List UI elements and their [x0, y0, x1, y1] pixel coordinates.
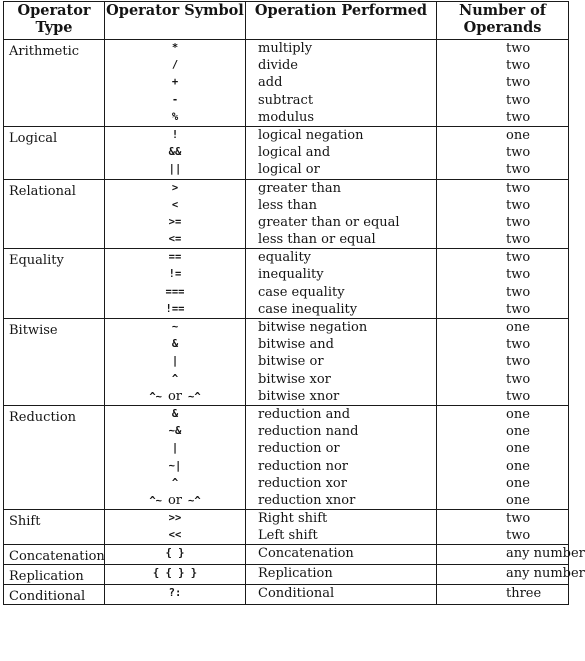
operation-text: case equality — [258, 284, 345, 300]
operator-symbol — [105, 388, 245, 405]
operator-symbol: | — [171, 355, 179, 368]
operation-text: reduction xor — [258, 475, 347, 491]
operator-symbol-cell — [105, 405, 246, 509]
operand-count-cell — [437, 40, 569, 127]
operation-text: less than or equal — [258, 232, 376, 248]
operation-text: reduction nand — [258, 424, 359, 440]
operand-count: two — [506, 267, 531, 283]
operator-type-cell: Relational — [4, 179, 105, 249]
operand-count-cell — [437, 510, 569, 545]
operand-count: two — [506, 214, 531, 230]
operator-symbol: - — [171, 93, 179, 106]
operand-count: one — [506, 475, 530, 491]
operation-text: subtract — [258, 92, 314, 108]
operand-count: two — [506, 92, 531, 108]
operator-type-cell: Replication — [4, 565, 105, 585]
operation-text: bitwise xor — [258, 371, 331, 387]
operator-symbol: || — [168, 163, 182, 176]
group-row-bitwise — [4, 319, 569, 406]
operator-symbol-variant: ^~ — [149, 390, 162, 403]
operator-symbol-cell — [105, 565, 246, 585]
operation-cell — [246, 249, 437, 319]
operation-cell — [246, 585, 437, 605]
or-text: or — [167, 388, 183, 404]
header-operator-symbol: Operator Symbol — [105, 2, 246, 40]
operand-count: three — [506, 586, 542, 602]
operand-count: two — [506, 250, 531, 266]
group-row-shift — [4, 510, 569, 545]
operator-symbol: !== — [165, 302, 185, 315]
operand-count: two — [506, 58, 531, 74]
operation-text: multiply — [258, 41, 313, 56]
group-row-equality — [4, 249, 569, 319]
operand-count: two — [506, 162, 531, 178]
operand-count: one — [506, 320, 530, 335]
operand-count: one — [506, 441, 530, 457]
header-operation-performed: Operation Performed — [246, 2, 437, 40]
operation-text: reduction xnor — [258, 492, 356, 508]
operation-text: equality — [258, 250, 312, 266]
operation-cell — [246, 405, 437, 509]
operation-text: divide — [258, 58, 298, 74]
operand-count: one — [506, 127, 530, 143]
operand-count: two — [506, 197, 531, 213]
operand-count: one — [506, 492, 530, 508]
operand-count: two — [506, 284, 531, 300]
operators-table — [3, 1, 585, 605]
operation-cell — [246, 40, 437, 127]
operand-count-cell — [437, 179, 569, 249]
operator-symbol: ~| — [168, 459, 182, 472]
operation-text: greater than or equal — [258, 214, 400, 230]
group-row-arithmetic — [4, 40, 569, 127]
operation-cell — [246, 545, 437, 565]
operation-text: reduction and — [258, 406, 351, 422]
operation-text: bitwise negation — [258, 320, 368, 335]
operator-symbol-cell — [105, 319, 246, 406]
operator-symbol-cell — [105, 249, 246, 319]
operand-count-cell — [437, 545, 585, 565]
operation-text: Left shift — [258, 528, 318, 544]
operator-symbol: ^ — [171, 372, 179, 385]
operator-symbol: >= — [168, 215, 182, 228]
operator-symbol: + — [171, 76, 179, 89]
operation-text: reduction or — [258, 441, 340, 457]
operation-text: modulus — [258, 109, 315, 125]
operand-count: two — [506, 41, 531, 56]
operation-cell — [246, 126, 437, 179]
operator-symbol: >> — [168, 512, 182, 525]
operand-count: two — [506, 180, 531, 196]
group-row-replication — [4, 565, 569, 585]
operation-text: case inequality — [258, 301, 358, 317]
operator-type-cell: Shift — [4, 510, 105, 545]
operand-count: two — [506, 301, 531, 317]
operator-symbol: % — [171, 110, 179, 123]
operation-text: less than — [258, 197, 318, 213]
operation-cell — [246, 319, 437, 406]
operator-type-cell: Reduction — [4, 405, 105, 509]
operation-cell — [246, 565, 437, 585]
operation-text: Conditional — [258, 586, 335, 602]
operator-symbol-cell — [105, 545, 246, 565]
operand-count: two — [506, 371, 531, 387]
operator-symbol-cell — [105, 126, 246, 179]
operand-count: two — [506, 232, 531, 248]
operand-count: two — [506, 145, 531, 161]
operator-symbol: ~ — [171, 321, 179, 333]
operator-symbol: | — [171, 442, 179, 455]
operation-text: greater than — [258, 180, 341, 196]
operator-symbol: / — [171, 59, 179, 72]
operator-symbol: == — [168, 251, 182, 264]
operand-count: two — [506, 511, 531, 527]
operand-count-cell — [437, 319, 569, 406]
operand-count: one — [506, 406, 530, 422]
operator-symbol: ^ — [171, 476, 179, 489]
operator-type-cell: Concatenation — [4, 545, 105, 565]
operand-count: two — [506, 388, 531, 404]
operand-count: one — [506, 458, 530, 474]
operator-symbol-cell — [105, 510, 246, 545]
operation-text: Concatenation — [258, 546, 354, 562]
operator-symbol-variant: ~^ — [188, 390, 201, 403]
operator-symbol: { } — [165, 547, 185, 560]
operand-count: any number — [506, 546, 585, 562]
header-number-of-operands: Number of Operands — [437, 2, 569, 40]
operation-text: logical and — [258, 145, 331, 161]
operator-type-cell: Equality — [4, 249, 105, 319]
operator-symbol: <= — [168, 233, 182, 246]
operator-symbol: { { } } — [152, 567, 198, 580]
operator-symbol: ~& — [168, 425, 182, 438]
operator-symbol: ! — [171, 128, 179, 141]
operand-count-cell — [437, 405, 569, 509]
operator-symbol-variant: ~^ — [188, 494, 201, 507]
operation-cell — [246, 510, 437, 545]
operator-symbol: === — [165, 285, 185, 298]
operator-symbol-cell — [105, 585, 246, 605]
operand-count-cell — [437, 249, 569, 319]
operation-text: bitwise or — [258, 354, 324, 370]
group-row-relational — [4, 179, 569, 249]
operation-text: bitwise xnor — [258, 388, 340, 404]
operand-count: two — [506, 354, 531, 370]
operator-symbol: << — [168, 529, 182, 542]
operation-text: inequality — [258, 267, 324, 283]
operand-count-cell — [437, 126, 569, 179]
group-row-reduction — [4, 405, 569, 509]
operand-count-cell — [437, 585, 569, 605]
operation-text: logical negation — [258, 127, 364, 143]
operand-count: any number — [506, 566, 585, 582]
operator-symbol-cell — [105, 40, 246, 127]
header-operator-type: Operator Type — [4, 2, 105, 40]
operation-text: Right shift — [258, 511, 328, 527]
operator-symbol — [105, 492, 245, 509]
operation-text: add — [258, 75, 283, 91]
operator-type-cell: Arithmetic — [4, 40, 105, 127]
operator-symbol: != — [168, 268, 182, 281]
operation-text: Replication — [258, 566, 333, 582]
operator-symbol: > — [171, 181, 179, 194]
operand-count: two — [506, 75, 531, 91]
group-row-conditional — [4, 585, 569, 605]
operand-count: one — [506, 424, 530, 440]
operation-text: logical or — [258, 162, 320, 178]
operand-count: two — [506, 337, 531, 353]
operand-count: two — [506, 528, 531, 544]
operator-type-cell: Logical — [4, 126, 105, 179]
operation-text: reduction nor — [258, 458, 349, 474]
group-row-concatenation — [4, 545, 569, 565]
operation-cell — [246, 179, 437, 249]
operand-count: two — [506, 109, 531, 125]
operator-type-cell: Bitwise — [4, 319, 105, 406]
operator-symbol: < — [171, 198, 179, 211]
operator-symbol: & — [171, 407, 179, 420]
operator-type-cell: Conditional — [4, 585, 105, 605]
operation-text: bitwise and — [258, 337, 334, 353]
or-text: or — [167, 492, 183, 508]
operator-symbol-variant: ^~ — [149, 494, 162, 507]
group-row-logical — [4, 126, 569, 179]
operator-symbol: * — [171, 42, 179, 54]
operator-symbol: && — [168, 146, 182, 159]
operand-count-cell — [437, 565, 585, 585]
operator-symbol: & — [171, 338, 179, 351]
operator-symbol: ?: — [168, 587, 182, 600]
operator-symbol-cell — [105, 179, 246, 249]
